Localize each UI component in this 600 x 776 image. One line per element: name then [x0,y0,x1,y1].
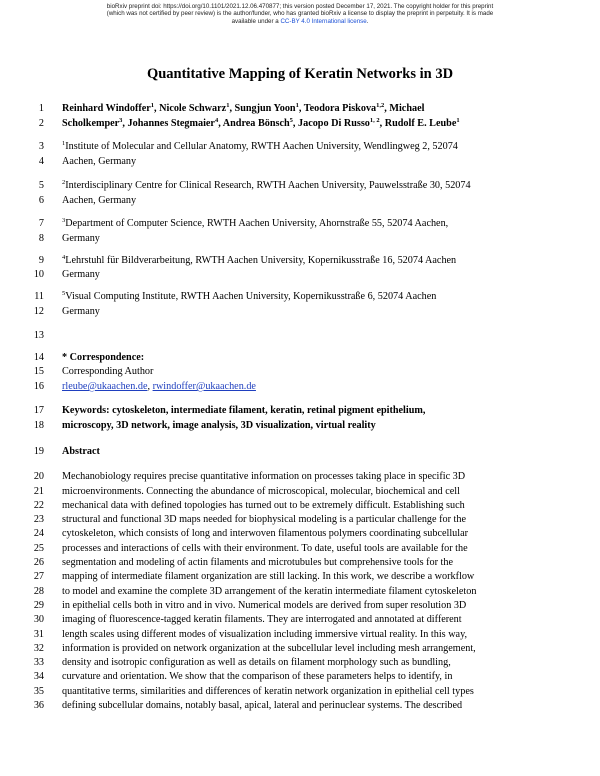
text-segment: to model and examine the complete 3D arrangement of the keratin intermediate filament cytoskeleton [62,586,477,597]
text-line [62,306,100,317]
text-segment: Visual Computing Institute, RWTH Aachen University, Kopernikusstraße 6, 52074 Aachen [65,291,437,302]
line-number: 20 [33,471,44,482]
banner-line-3 [30,18,570,25]
text-line [62,352,144,363]
text-segment: , Michael [384,103,425,114]
affiliation-superscript: 1 [226,102,230,109]
line-number: 6 [38,195,44,206]
text-segment: Aachen, Germany [62,195,137,206]
text-line [62,233,100,244]
text-segment: mechanical data with defined topologies has turned out to be extremely difficult. Establishing such [62,500,465,511]
text-line [62,643,476,654]
text-segment: , Nicole Schwarz [154,103,227,114]
line-number: 24 [33,528,44,539]
text-segment: , Jacopo Di Russo [292,118,370,129]
line-number: 8 [38,233,44,244]
text-segment: density and isotropic configuration as well as details on filament morphology such as bundling, [62,657,451,668]
line-number: 21 [33,486,44,497]
text-segment: Germany [62,306,100,317]
text-segment: Germany [62,269,100,280]
line-number: 3 [38,141,44,152]
text-line [62,156,136,167]
line-number: 13 [33,330,44,341]
text-line [62,571,474,582]
line-number: 17 [33,405,44,416]
text-segment: , [147,381,153,392]
line-number: 25 [33,543,44,554]
text-segment: cytoskeleton, which consists of long and interwoven filamentous polymers coordinating subcellular [62,528,468,539]
line-number: 19 [33,446,44,457]
line-number: 11 [34,291,44,302]
line-number: 29 [33,600,44,611]
text-line [62,405,425,416]
text-segment: , Teodora Piskova [298,103,377,114]
line-number: 31 [33,629,44,640]
text-segment: curvature and orientation. We show that the comparison of these parameters helps to identify, in [62,671,453,682]
affiliation-superscript: 4 [214,117,219,124]
line-number: 28 [33,586,44,597]
banner-line-3-text: available under a [231,17,279,25]
line-number: 5 [38,180,44,191]
text-line [62,141,458,152]
text-segment: Lehrstuhl für Bildverarbeitung, RWTH Aachen University, Kopernikusstraße 16, 52074 Aachen [65,255,457,266]
text-segment: Germany [62,233,100,244]
text-segment: quantitative terms, similarities and differences of keratin network organization in epithelial cell types [62,686,474,697]
line-number: 2 [38,118,44,129]
line-number: 36 [33,700,44,711]
text-line [62,514,466,525]
text-line [62,381,256,392]
text-segment: Department of Computer Science, RWTH Aachen University, Ahornstraße 55, 52074 Aachen, [65,218,449,229]
text-segment: in epithelial cells both in vitro and in vivo. Numerical models are derived from super resolution 3D [62,600,467,611]
affiliation-superscript: 5 [289,117,293,124]
text-line [62,586,476,597]
text-line [62,629,467,640]
affiliation-superscript: 1 [456,117,460,124]
line-number: 23 [33,514,44,525]
line-number: 33 [33,657,44,668]
text-line [62,500,465,511]
line-number: 14 [33,352,44,363]
banner-line-1: bioRxiv preprint doi: https://doi.org/10.1101/2021.12.06.470877; this version posted December 17, 2021. The copyright holder for this preprint [106,3,494,10]
line-number: 22 [33,500,44,511]
text-segment: Institute of Molecular and Cellular Anatomy, RWTH Aachen University, Wendlingweg 2, 52074 [65,141,458,152]
line-number: 15 [33,366,44,377]
license-link[interactable]: CC-BY 4.0 International license [280,17,367,25]
text-line [62,700,462,711]
line-number: 30 [33,614,44,625]
line-number: 7 [38,218,44,229]
text-segment: Mechanobiology requires precise quantitative information on processes taking place in specific 3D [62,471,466,482]
affiliation-superscript: 1,2 [376,102,385,109]
text-line [62,614,462,625]
affiliation-superscript: 2 [62,179,66,186]
text-segment: Reinhard Windoffer [62,103,151,114]
text-line [62,600,466,611]
text-line [62,671,452,682]
text-line [62,103,424,114]
affiliation-superscript: 1, 2 [369,117,380,124]
email-link[interactable]: rwindoffer@ukaachen.de [152,381,256,392]
line-number: 4 [38,156,44,167]
text-segment: Aachen, Germany [62,156,137,167]
text-segment: defining subcellular domains, notably basal, apical, lateral and perinuclear systems. The described [62,700,463,711]
text-segment: Interdisciplinary Centre for Clinical Research, RWTH Aachen University, Pauwelsstraße 30, 52074 [65,180,471,191]
text-segment: Keywords: cytoskeleton, intermediate filament, keratin, retinal pigment epithelium, [62,405,426,416]
line-number: 18 [33,420,44,431]
line-number: 12 [33,306,44,317]
text-line [62,446,100,457]
text-segment: length scales using different modes of visualization including immersive virtual reality. In this way, [62,629,468,640]
text-segment: imaging of fluorescence-tagged keratin filaments. They are interrogated and annotated at different [62,614,462,625]
affiliation-superscript: 3 [62,217,66,224]
text-line [62,557,453,568]
text-line [62,255,456,266]
text-segment: microscopy, 3D network, image analysis, 3D visualization, virtual reality [62,420,376,431]
text-line [62,420,376,431]
text-line [62,180,471,191]
line-number: 34 [33,671,44,682]
text-segment: * Correspondence: [62,352,145,363]
text-segment: , Johannes Stegmaier [122,118,215,129]
line-number: 10 [33,269,44,280]
text-line [62,471,465,482]
text-segment: , Rudolf E. Leube [379,118,457,129]
text-segment: Corresponding Author [62,366,154,377]
text-segment: , Andrea Bönsch [218,118,290,129]
text-line [62,657,451,668]
line-number: 1 [38,103,44,114]
text-line [62,366,153,377]
affiliation-superscript: 5 [62,290,66,297]
affiliation-superscript: 3 [119,117,123,124]
text-segment: microenvironments. Connecting the abundance of microscopical, molecular, biochemical and cell [62,486,460,497]
text-segment: Scholkemper [62,118,120,129]
banner-line-3-end: . [366,17,369,25]
text-segment: Abstract [62,446,100,457]
affiliation-superscript: 1 [295,102,299,109]
text-segment: mapping of intermediate filament organization are still lacking. In this work, we describe a workflow [62,571,475,582]
text-line [62,269,100,280]
affiliation-superscript: 1 [150,102,155,109]
text-segment: information is provided on network organization at the subcellular level including mesh arrangement, [62,643,476,654]
text-line [62,686,474,697]
paper-title: Quantitative Mapping of Keratin Networks in 3D [146,66,454,82]
line-number: 26 [33,557,44,568]
text-line [62,118,460,129]
line-number: 16 [33,381,44,392]
text-line [62,291,436,302]
banner-line-2: (which was not certified by peer review) is the author/funder, who has granted bioRxiv a license to display the preprint in perpetuity. It is made [106,10,494,18]
line-number: 35 [33,686,44,697]
email-link[interactable]: rleube@ukaachen.de [62,381,148,392]
line-number: 9 [38,255,44,266]
text-line [62,195,136,206]
text-segment: structural and functional 3D maps needed for biophysical modeling is a particular challenge for the [62,514,466,525]
biorxiv-banner [30,3,570,25]
affiliation-superscript: 1 [62,140,66,147]
text-line [62,528,468,539]
text-line [62,543,468,554]
text-segment: , Sungjun Yoon [229,103,296,114]
line-number: 27 [33,571,44,582]
affiliation-superscript: 4 [62,254,66,261]
text-segment: segmentation and modeling of actin filaments and microtubules but comprehensive tools for the [62,557,453,568]
text-line [62,218,448,229]
text-segment: processes and interactions of cells with their environment. To date, useful tools are available for the [62,543,468,554]
text-line [62,486,460,497]
line-number: 32 [33,643,44,654]
